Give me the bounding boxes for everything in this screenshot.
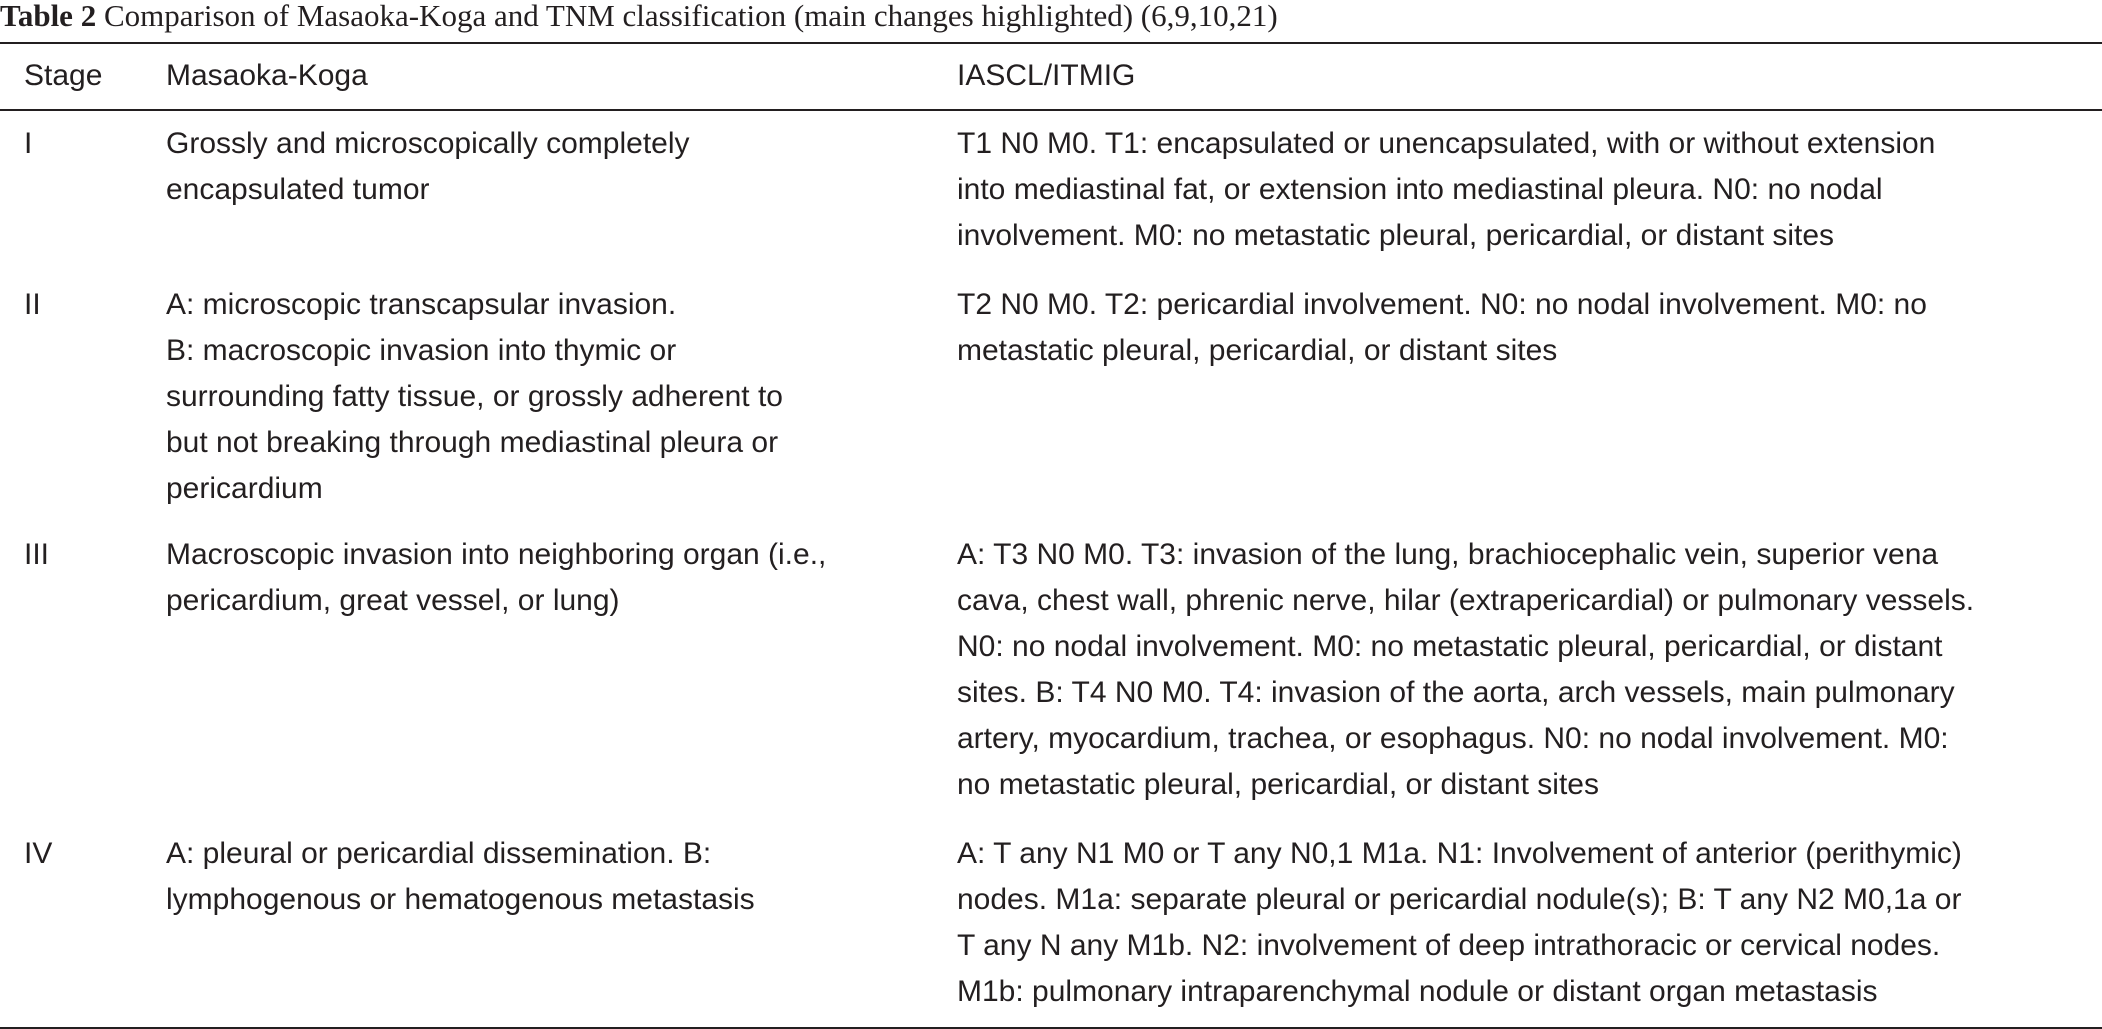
cell-line: nodes. M1a: separate pleural or pericardial nodule(s); B: T any N2 M0,1a or — [957, 883, 1962, 916]
table-row-stage-ii — [0, 270, 2102, 520]
header-masaoka-koga: Masaoka-Koga — [166, 59, 368, 92]
table-row-stage-iv — [0, 819, 2102, 1027]
cell-line: metastatic pleural, pericardial, or distant sites — [957, 334, 1558, 367]
cell-line: cava, chest wall, phrenic nerve, hilar (extrapericardial) or pulmonary vessels. — [957, 584, 1975, 617]
header-iascl-itmig: IASCL/ITMIG — [957, 59, 1136, 92]
table-caption — [0, 0, 2102, 40]
header-stage: Stage — [24, 59, 103, 92]
cell-line: T2 N0 M0. T2: pericardial involvement. N0: no nodal involvement. M0: no — [957, 288, 1927, 321]
comparison-table — [0, 44, 2102, 1027]
cell-line: surrounding fatty tissue, or grossly adherent to — [166, 380, 783, 413]
cell-line: A: T any N1 M0 or T any N0,1 M1a. N1: Involvement of anterior (perithymic) — [957, 837, 1962, 870]
cell-line: T any N any M1b. N2: involvement of deep intrathoracic or cervical nodes. — [957, 929, 1941, 962]
table-caption-label: Table 2 — [0, 0, 97, 33]
cell-line: sites. B: T4 N0 M0. T4: invasion of the aorta, arch vessels, main pulmonary — [957, 676, 1955, 709]
stage-cell: I — [24, 127, 33, 160]
cell-line: B: macroscopic invasion into thymic or — [166, 334, 677, 367]
table-header-rule — [0, 109, 2102, 111]
table-caption-text: Comparison of Masaoka-Koga and TNM classification (main changes highlighted) (6,9,10,21) — [103, 0, 1278, 33]
cell-line: into mediastinal fat, or extension into mediastinal pleura. N0: no nodal — [957, 173, 1883, 206]
iascl-itmig-cell — [957, 532, 2097, 808]
masaoka-koga-cell — [166, 282, 926, 512]
stage-cell: IV — [24, 837, 53, 870]
cell-line: A: T3 N0 M0. T3: invasion of the lung, brachiocephalic vein, superior vena — [957, 538, 1939, 571]
cell-line: T1 N0 M0. T1: encapsulated or unencapsulated, with or without extension — [957, 127, 1936, 160]
cell-line: artery, myocardium, trachea, or esophagus. N0: no nodal involvement. M0: — [957, 722, 1949, 755]
iascl-itmig-cell — [957, 121, 2097, 259]
iascl-itmig-cell — [957, 282, 2097, 374]
stage-cell: III — [24, 538, 50, 571]
cell-line: but not breaking through mediastinal pleura or — [166, 426, 779, 459]
cell-line: lymphogenous or hematogenous metastasis — [166, 883, 755, 916]
cell-line: no metastatic pleural, pericardial, or distant sites — [957, 768, 1599, 801]
cell-line: involvement. M0: no metastatic pleural, pericardial, or distant sites — [957, 219, 1835, 252]
cell-line: encapsulated tumor — [166, 173, 430, 206]
table-row-stage-iii — [0, 520, 2102, 819]
cell-line: Macroscopic invasion into neighboring organ (i.e., — [166, 538, 827, 571]
stage-cell: II — [24, 288, 41, 321]
cell-line: A: microscopic transcapsular invasion. — [166, 288, 677, 321]
table-header-row — [0, 44, 2102, 109]
cell-line: N0: no nodal involvement. M0: no metastatic pleural, pericardial, or distant — [957, 630, 1943, 663]
cell-line: Grossly and microscopically completely — [166, 127, 690, 160]
cell-line: M1b: pulmonary intraparenchymal nodule or distant organ metastasis — [957, 975, 1878, 1008]
table-row-stage-i — [0, 109, 2102, 270]
masaoka-koga-cell — [166, 831, 926, 923]
cell-line: pericardium, great vessel, or lung) — [166, 584, 620, 617]
cell-line: A: pleural or pericardial dissemination. B: — [166, 837, 712, 870]
iascl-itmig-cell — [957, 831, 2097, 1015]
cell-line: pericardium — [166, 472, 323, 505]
masaoka-koga-cell — [166, 532, 926, 624]
masaoka-koga-cell — [166, 121, 926, 213]
